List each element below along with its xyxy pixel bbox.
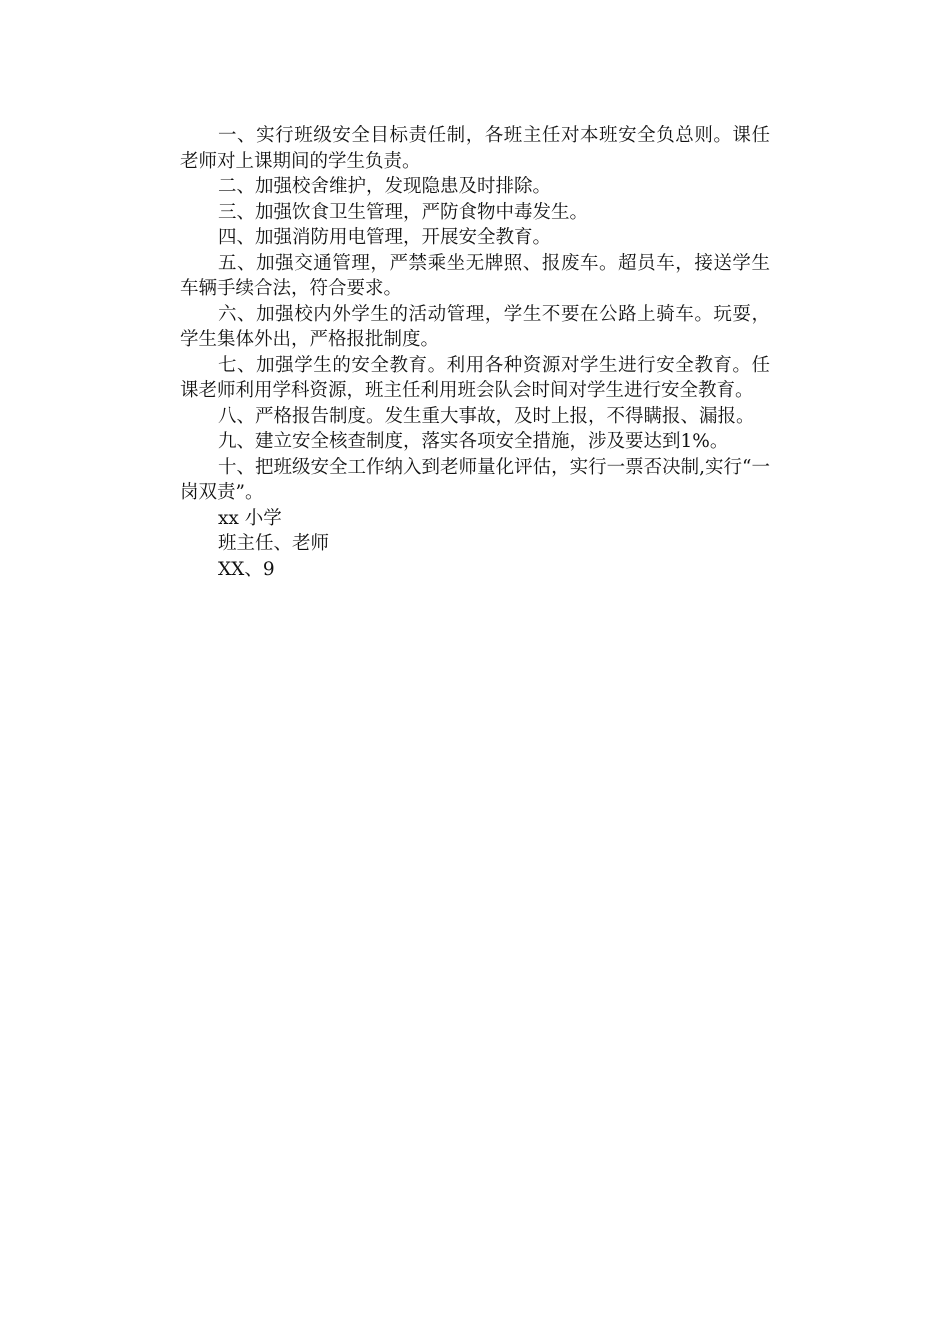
signature-signers: 班主任、老师	[218, 533, 330, 554]
paragraph-3: 三、加强饮食卫生管理，严防食物中毒发生。	[218, 201, 589, 223]
signature-date: XX、9	[218, 558, 275, 580]
paragraph-2: 二、加强校舍维护，发现隐患及时排除。	[218, 176, 552, 197]
signature-school: xx 小学	[218, 507, 282, 529]
paragraph-1: 一、实行班级安全目标责任制，各班主任对本班安全负总则。课任老师对上课期间的学生负责。	[180, 125, 770, 172]
document-body	[180, 123, 770, 582]
paragraph-10: 十、把班级安全工作纳入到老师量化评估，实行一票否决制,实行“一岗双责”。	[180, 456, 770, 503]
paragraph-5: 五、加强交通管理，严禁乘坐无牌照、报废车。超员车，接送学生车辆手续合法，符合要求。	[180, 252, 770, 299]
paragraph-6: 六、加强校内外学生的活动管理，学生不要在公路上骑车。玩耍，学生集体外出，严格报批制度。	[180, 303, 770, 350]
paragraph-8: 八、严格报告制度。发生重大事故，及时上报，不得瞒报、漏报。	[218, 405, 755, 427]
paragraph-9: 九、建立安全核查制度，落实各项安全措施，涉及要达到1%。	[218, 431, 729, 452]
paragraph-4: 四、加强消防用电管理，开展安全教育。	[218, 227, 552, 248]
paragraph-7: 七、加强学生的安全教育。利用各种资源对学生进行安全教育。任课老师利用学科资源，班主任利用班会队会时间对学生进行安全教育。	[180, 354, 770, 401]
